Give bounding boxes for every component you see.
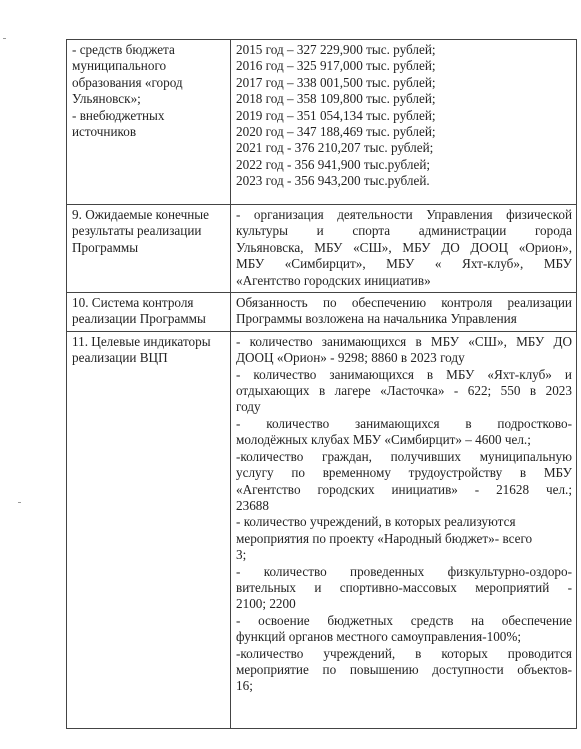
indicator-line: году — [236, 399, 261, 415]
target-indicators-text — [231, 331, 577, 728]
program-passport-table — [66, 39, 577, 729]
row-text-line: Программы возложена на начальника Управления — [236, 311, 517, 327]
indicator-line: - освоение бюджетных средств на обеспечение — [236, 612, 572, 628]
row-label-line: результаты реализации — [72, 223, 202, 239]
row-text-line: Ульяновска, МБУ «СШ», МБУ ДО ДООЦ «Орион», — [236, 239, 572, 255]
indicator-line: 2100; 2200 — [236, 596, 296, 612]
funding-source-line: Ульяновск»; — [72, 91, 141, 107]
row-label-line: 11. Целевые индикаторы — [72, 333, 211, 349]
indicator-line: «Агентство городских инициатив» - 21628 чел.; — [236, 481, 572, 497]
funding-year-line: 2023 год - 356 943,200 тыс.рублей. — [236, 173, 430, 189]
funding-year-line: 2016 год – 325 917,000 тыс. рублей; — [236, 58, 436, 74]
funding-amounts-cell — [231, 40, 577, 205]
expected-results-label — [67, 205, 231, 293]
control-system-row — [67, 293, 577, 332]
funding-row — [67, 40, 577, 205]
target-indicators-label — [67, 331, 231, 728]
row-label-line: 10. Система контроля — [72, 295, 194, 311]
indicator-line: - количество занимающихся в МБУ «Яхт-клуб» и — [236, 366, 572, 382]
funding-source-line: - внебюджетных — [72, 107, 165, 123]
indicator-line: молодёжных клубах МБУ «Симбирцит» – 4600 чел.; — [236, 432, 531, 448]
indicator-line: - количество занимающихся в подростково- — [236, 415, 572, 431]
funding-source-line: источников — [72, 124, 137, 140]
indicator-line: - количество учреждений, в которых реализуются — [236, 514, 516, 530]
target-indicators-row — [67, 331, 577, 728]
expected-results-text — [231, 205, 577, 293]
row-label-line: 9. Ожидаемые конечные — [72, 207, 209, 222]
row-label-line: реализации Программы — [72, 311, 206, 327]
funding-source-line: образования «город — [72, 74, 183, 90]
scan-mark — [3, 38, 6, 39]
indicator-line: 23688 — [236, 497, 269, 513]
row-label-line: Программы — [72, 239, 139, 255]
scan-mark — [18, 502, 21, 503]
row-text-line: культуры и спорта администрации города — [236, 223, 572, 239]
funding-year-line: 2015 год – 327 229,900 тыс. рублей; — [236, 42, 436, 57]
indicator-line: -количество учреждений, в которых проводится — [236, 645, 572, 661]
row-label-line: реализации ВЦП — [72, 350, 168, 366]
funding-source-line: - средств бюджета — [72, 42, 175, 57]
row-text-line: МБУ «Симбирцит», МБУ « Яхт-клуб», МБУ — [236, 256, 572, 272]
indicator-line: - количество занимающихся в МБУ «СШ», МБУ ДО — [236, 333, 572, 349]
row-text-line: Обязанность по обеспечению контроля реализации — [236, 295, 572, 311]
control-system-text — [231, 293, 577, 332]
indicator-line: услугу по временному трудоустройству в МБУ — [236, 465, 572, 481]
row-text-line: - организация деятельности Управления физической — [236, 207, 572, 222]
indicator-line: отдыхающих в лагере «Ласточка» - 622; 550 в 2023 — [236, 383, 572, 399]
funding-year-line: 2020 год – 347 188,469 тыс. рублей; — [236, 124, 436, 140]
funding-year-line: 2019 год – 351 054,134 тыс. рублей; — [236, 107, 436, 123]
indicator-line: ДООЦ «Орион» - 9298; 8860 в 2023 году — [236, 350, 465, 366]
indicator-line: 16; — [236, 678, 253, 694]
indicator-line: мероприятия по проекту «Народный бюджет»- всего — [236, 530, 533, 546]
indicator-line: мероприятие по повышению доступности объектов- — [236, 661, 572, 677]
funding-year-line: 2021 год - 376 210,207 тыс. рублей; — [236, 140, 434, 156]
expected-results-row — [67, 205, 577, 293]
funding-year-line: 2017 год – 338 001,500 тыс. рублей; — [236, 74, 436, 90]
row-text-line: «Агентство городских инициатив» — [236, 272, 431, 288]
funding-sources-cell — [67, 40, 231, 205]
funding-year-line: 2022 год - 356 941,900 тыс.рублей; — [236, 156, 431, 172]
funding-year-line: 2018 год – 358 109,800 тыс. рублей; — [236, 91, 436, 107]
control-system-label — [67, 293, 231, 332]
indicator-line: 3; — [236, 547, 247, 563]
indicator-line: функций органов местного самоуправления-100%; — [236, 629, 522, 645]
indicator-line: - количество проведенных физкультурно-оздоро- — [236, 563, 572, 579]
funding-source-line: муниципального — [72, 58, 167, 74]
indicator-line: -количество граждан, получивших муниципальную — [236, 448, 572, 464]
indicator-line: вительных и спортивно-массовых мероприятий - — [236, 579, 572, 595]
